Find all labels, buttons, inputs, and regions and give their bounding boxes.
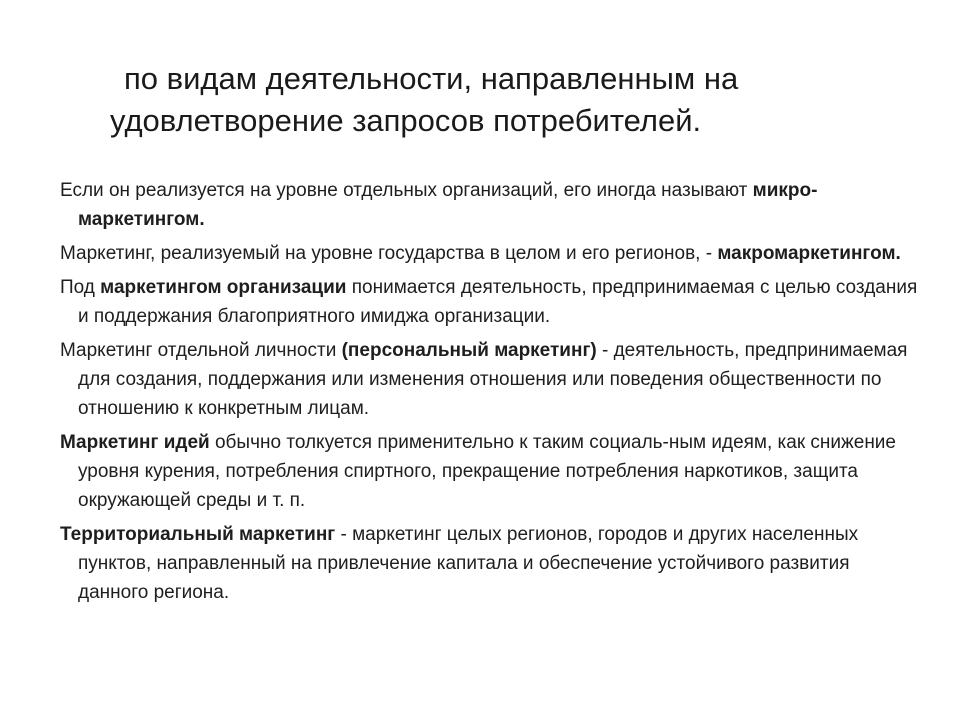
paragraph-text: Маркетинг отдельной личности: [60, 340, 342, 361]
slide-body: [60, 176, 920, 612]
term-personal-marketing: (персональный маркетинг): [341, 340, 597, 361]
paragraph-text: Если он реализуется на уровне отдельных организаций, его иногда называют: [60, 180, 753, 201]
paragraph-text: Под: [60, 277, 101, 298]
term-micro-marketing: микро-маркетингом.: [78, 180, 818, 230]
paragraph-micro-marketing: [60, 176, 920, 234]
paragraph-territorial-marketing: [60, 520, 920, 607]
paragraph-text: - деятельность, предпринимаемая для создания, поддержания или изменения отношения или поведения общественности по отношению к конкретным лицам.: [78, 340, 908, 419]
term-ideas-marketing: Маркетинг идей: [60, 432, 210, 453]
paragraph-text: обычно толкуется применительно к таким социаль-ным идеям, как снижение уровня курения, потребления спиртного, прекращение потребления наркотиков, защита окружающей среды и т. п.: [78, 432, 896, 511]
title-line-1: по видам деятельности, направленным на: [124, 61, 739, 96]
term-organization-marketing: маркетингом организации: [100, 277, 347, 298]
paragraph-text: - маркетинг целых регионов, городов и других населенных пунктов, направленный на привлечение капитала и обеспечение устойчивого развития данного региона.: [78, 524, 859, 603]
paragraph-text: понимается деятельность, предпринимаемая с целью создания и поддержания благоприятного имиджа организации.: [78, 277, 918, 327]
paragraph-organization-marketing: [60, 273, 920, 331]
paragraph-macro-marketing: [60, 239, 920, 268]
term-macro-marketing: макромаркетингом.: [717, 243, 901, 264]
paragraph-ideas-marketing: [60, 428, 920, 515]
paragraph-personal-marketing: [60, 336, 920, 423]
title-line-2: удовлетворение запросов потребителей.: [110, 103, 702, 138]
slide-title: [110, 58, 870, 142]
paragraph-text: Маркетинг, реализуемый на уровне государства в целом и его регионов, -: [60, 243, 718, 264]
term-territorial-marketing: Территориальный маркетинг: [60, 524, 336, 545]
